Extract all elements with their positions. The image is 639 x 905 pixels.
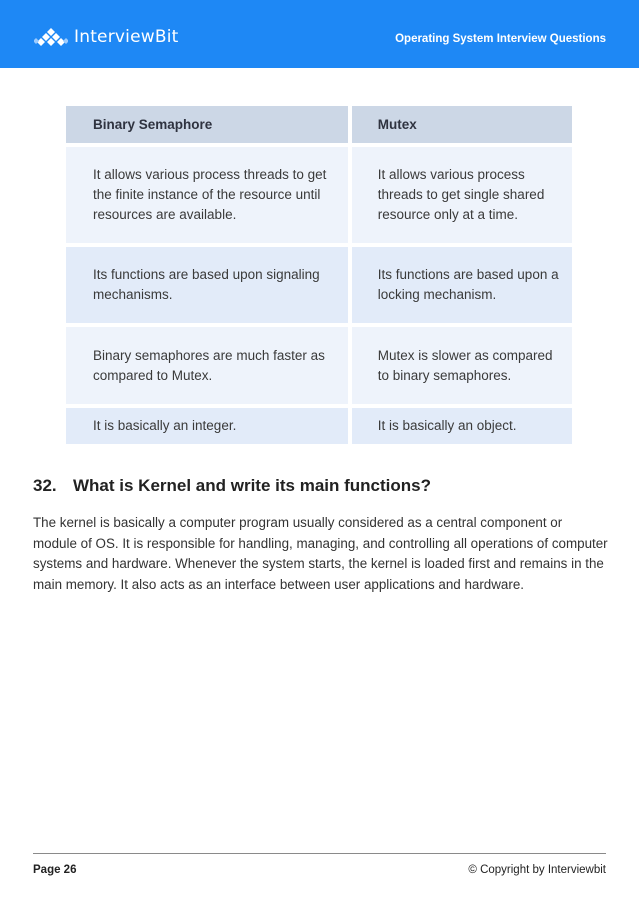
table-row: [66, 408, 572, 444]
copyright-notice: © Copyright by Interviewbit: [468, 864, 606, 876]
page-number: Page 26: [33, 864, 77, 876]
brand-logo[interactable]: [34, 25, 179, 49]
footer-divider: [33, 853, 606, 854]
table-cell: It allows various process threads to get the finite instance of the resource until resources are available.: [66, 147, 348, 243]
table-cell: Mutex is slower as compared to binary semaphores.: [352, 327, 572, 404]
question-number: 32.: [33, 476, 57, 495]
table-cell: It is basically an integer.: [66, 408, 348, 444]
table-header-row: [66, 106, 572, 143]
column-header-mutex: Mutex: [352, 106, 572, 143]
table-cell: It is basically an object.: [352, 408, 572, 444]
table-cell: Its functions are based upon a locking mechanism.: [352, 247, 572, 323]
document-title: Operating System Interview Questions: [395, 33, 606, 45]
table-cell: It allows various process threads to get single shared resource only at a time.: [352, 147, 572, 243]
table-cell: Binary semaphores are much faster as compared to Mutex.: [66, 327, 348, 404]
interviewbit-logo-icon: [34, 27, 68, 47]
answer-paragraph: The kernel is basically a computer program usually considered as a central component or module of OS. It is responsible for handling, managing, and controlling all operations of computer systems and hardware. Whenever the system starts, the kernel is loaded first and remains in the main memory. It also acts as an interface between user applications and hardware.: [33, 515, 608, 592]
comparison-table: [66, 106, 572, 444]
question-heading: [33, 476, 613, 496]
table-row: [66, 247, 572, 323]
column-header-binary-semaphore: Binary Semaphore: [66, 106, 348, 143]
table-cell: Its functions are based upon signaling mechanisms.: [66, 247, 348, 323]
brand-name: InterviewBit: [74, 27, 179, 47]
question-text: What is Kernel and write its main functions?: [73, 476, 431, 495]
page-header: [0, 0, 639, 68]
table-row: [66, 147, 572, 243]
table-row: [66, 327, 572, 404]
